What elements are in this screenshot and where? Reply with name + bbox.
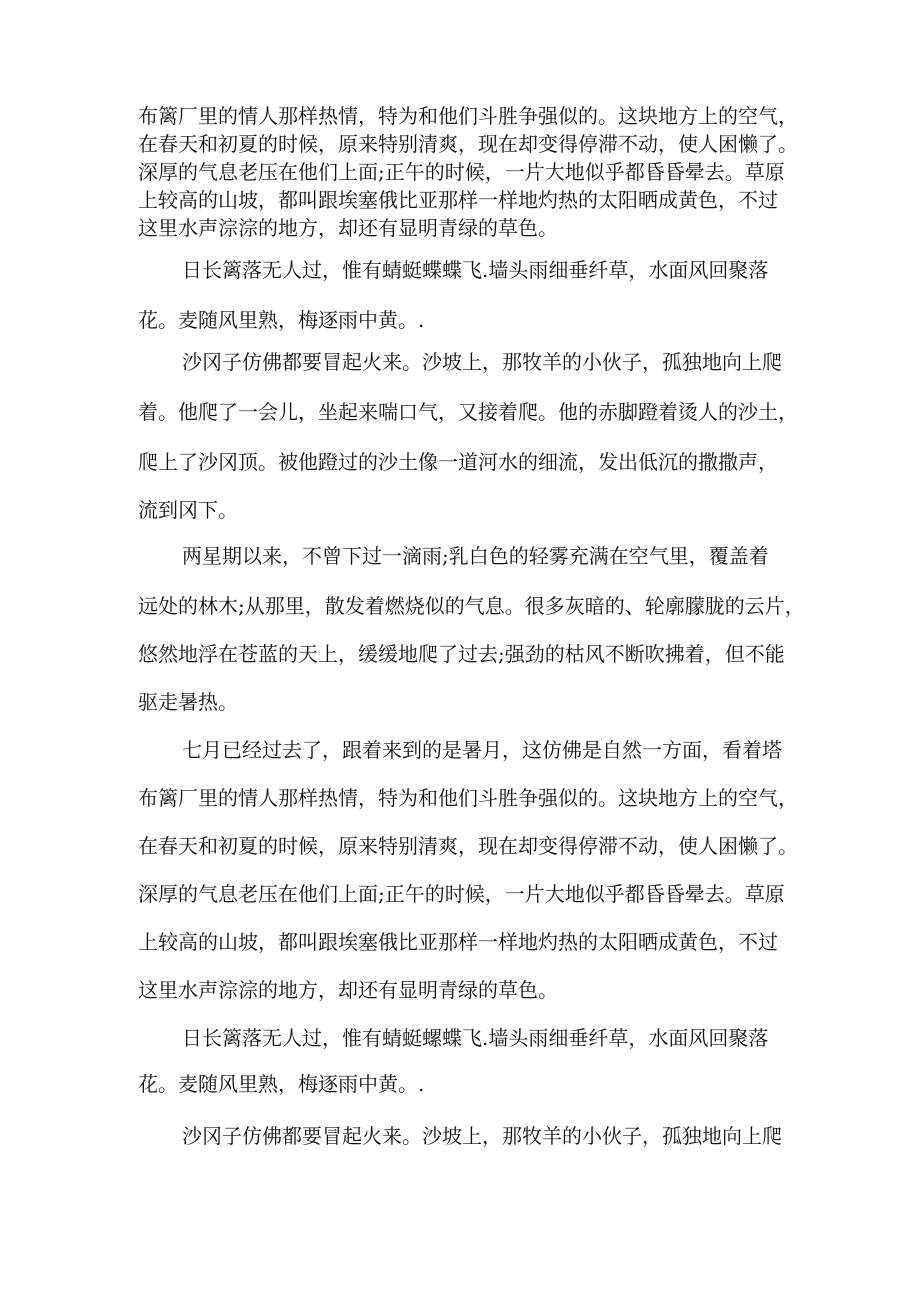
text-line: 在春天和初夏的时候，原来特别清爽，现在却变得停滞不动，使人困懒了。 <box>138 834 798 858</box>
text-line: 花。麦随风里熟，梅逐雨中黄。. <box>138 1072 425 1096</box>
text-line: 流到冈下。 <box>138 498 238 522</box>
text-line: 在春天和初夏的时候，原来特别清爽，现在却变得停滞不动，使人困懒了。 <box>138 132 798 156</box>
text-line: 上较高的山坡，都叫跟埃塞俄比亚那样一样地灼热的太阳晒成黄色，不过 <box>138 188 778 212</box>
text-line: 花。麦随风里熟，梅逐雨中黄。. <box>138 308 425 332</box>
text-line: 沙冈子仿佛都要冒起火来。沙坡上，那牧羊的小伙子，孤独地向上爬 <box>182 350 782 374</box>
text-line: 日长篱落无人过，惟有蜻蜓螺蝶飞.墙头雨细垂纤草，水面风回聚落 <box>182 1026 769 1050</box>
text-line: 着。他爬了一会儿，坐起来喘口气，又接着爬。他的赤脚蹬着烫人的沙土， <box>138 400 798 424</box>
text-line: 沙冈子仿佛都要冒起火来。沙坡上，那牧羊的小伙子，孤独地向上爬 <box>182 1124 782 1148</box>
text-line: 深厚的气息老压在他们上面;正午的时候，一片大地似乎都昏昏晕去。草原 <box>138 882 785 906</box>
text-line: 这里水声淙淙的地方，却还有显明青绿的草色。 <box>138 216 558 240</box>
text-line: 驱走暑热。 <box>138 690 238 714</box>
text-line: 布篱厂里的情人那样热情，特为和他们斗胜争强似的。这块地方上的空气， <box>138 786 798 810</box>
text-line: 爬上了沙冈顶。被他蹬过的沙土像一道河水的细流，发出低沉的撒撒声， <box>138 450 778 474</box>
text-line: 布篱厂里的情人那样热情，特为和他们斗胜争强似的。这块地方上的空气， <box>138 104 798 128</box>
text-line: 这里水声淙淙的地方，却还有显明青绿的草色。 <box>138 978 558 1002</box>
text-line: 远处的林木;从那里，散发着燃烧似的气息。很多灰暗的、轮廓朦胧的云片， <box>138 594 805 618</box>
text-line: 七月已经过去了，跟着来到的是暑月，这仿佛是自然一方面，看着塔 <box>182 738 782 762</box>
text-line: 两星期以来，不曾下过一滴雨;乳白色的轻雾充满在空气里，覆盖着 <box>182 544 769 568</box>
text-line: 悠然地浮在苍蓝的天上，缓缓地爬了过去;强劲的枯风不断吹拂着，但不能 <box>138 642 785 666</box>
text-line: 上较高的山坡，都叫跟埃塞俄比亚那样一样地灼热的太阳晒成黄色，不过 <box>138 930 778 954</box>
text-line: 日长篱落无人过，惟有蜻蜓蝶蝶飞.墙头雨细垂纤草，水面风回聚落 <box>182 258 769 282</box>
text-line: 深厚的气息老压在他们上面;正午的时候，一片大地似乎都昏昏晕去。草原 <box>138 160 785 184</box>
